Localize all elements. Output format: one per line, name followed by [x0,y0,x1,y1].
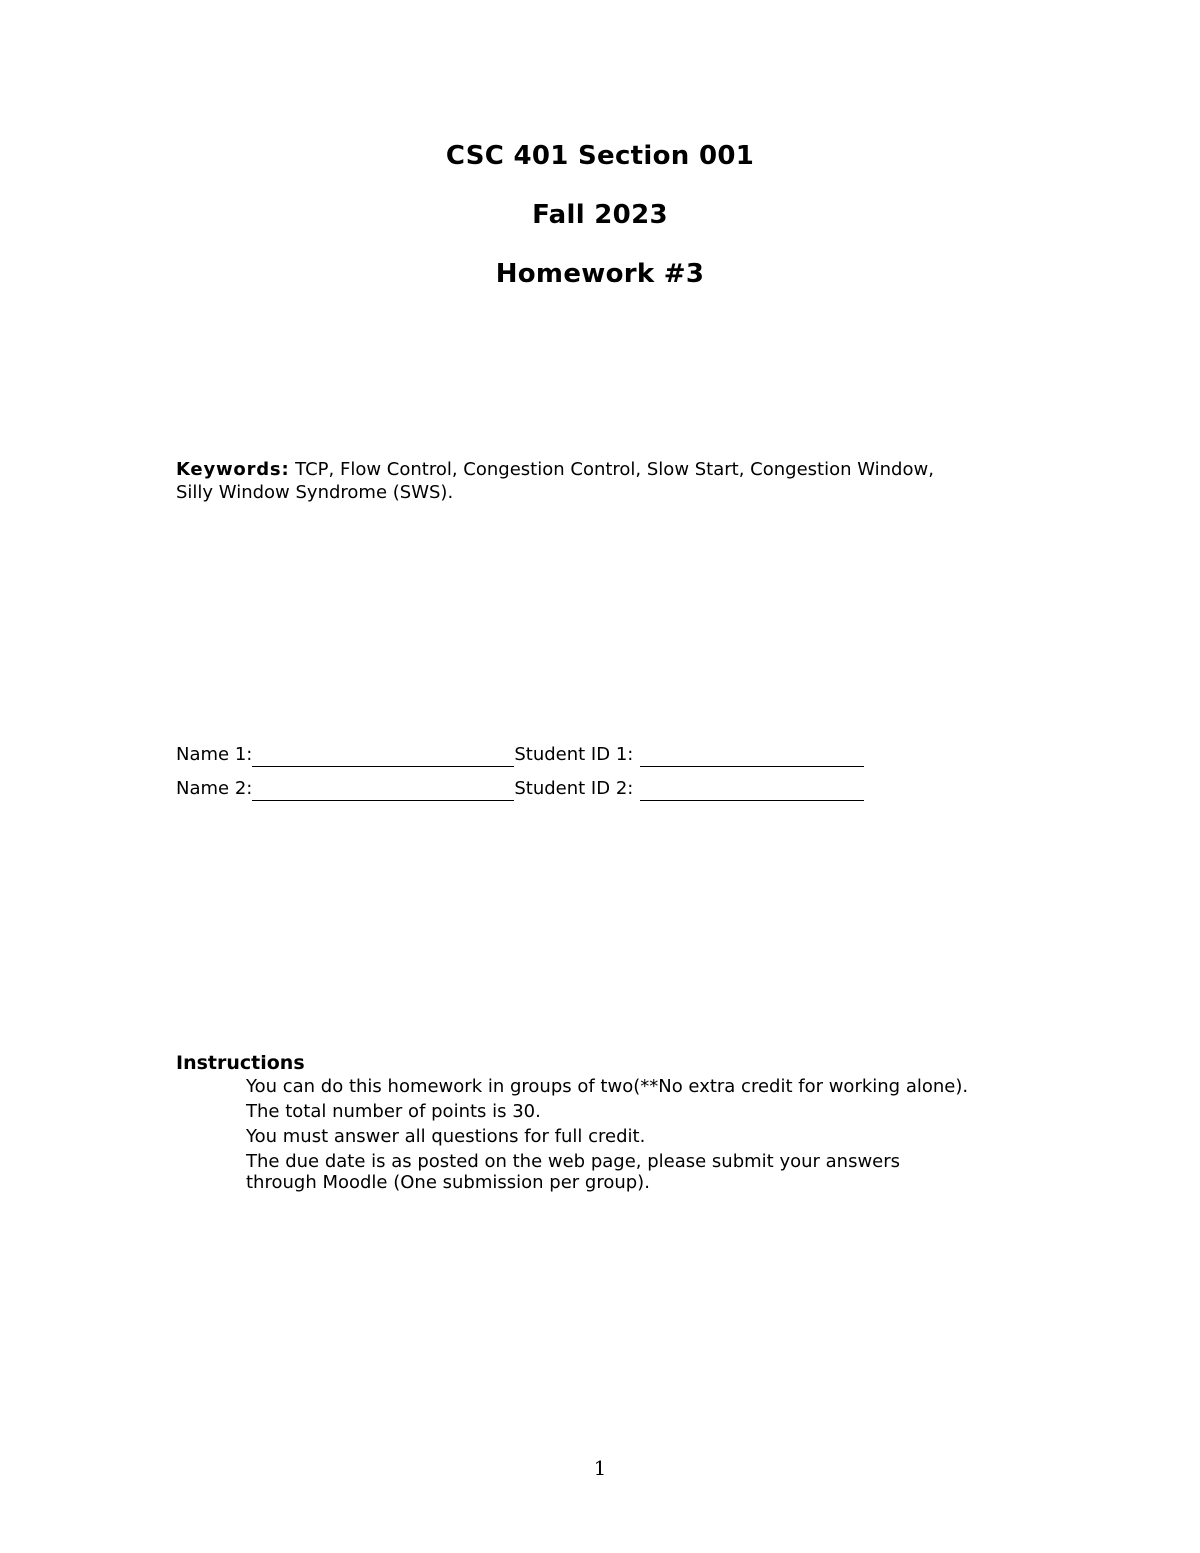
name-1-label: Name 1: [176,744,253,765]
student-id-2-label: Student ID 2: [514,778,634,799]
student-id-1-field[interactable] [640,747,864,767]
student-id-1-label: Student ID 1: [514,744,634,765]
name-2-label: Name 2: [176,778,253,799]
list-item [176,1126,976,1147]
list-item [176,1151,976,1193]
keywords-label: Keywords: [176,459,290,480]
assignment-title: Homework #3 [495,259,705,289]
instruction-text: The due date is as posted on the web page, please submit your answers through Moodle (One submission per group). [246,1151,901,1193]
instruction-text: You can do this homework in groups of two(**No extra credit for working alone). [246,1076,969,1097]
instruction-text: You must answer all questions for full credit. [246,1126,646,1147]
instruction-text: The total number of points is 30. [246,1101,541,1122]
instructions-list [176,1076,976,1197]
keywords-paragraph [176,458,936,504]
keywords-text: TCP, Flow Control, Congestion Control, Slow Start, Congestion Window, Silly Window Syndrome (SWS). [176,459,934,503]
course-title: CSC 401 Section 001 [445,141,755,171]
instructions-heading: Instructions [176,1052,305,1074]
name-1-field[interactable] [252,747,514,767]
list-item [176,1076,976,1097]
page-number: 1 [593,1456,607,1480]
term-title: Fall 2023 [532,200,668,230]
signature-row-1 [176,743,864,767]
signature-row-2 [176,777,864,801]
name-2-field[interactable] [252,781,514,801]
student-id-2-field[interactable] [640,781,864,801]
list-item [176,1101,976,1122]
